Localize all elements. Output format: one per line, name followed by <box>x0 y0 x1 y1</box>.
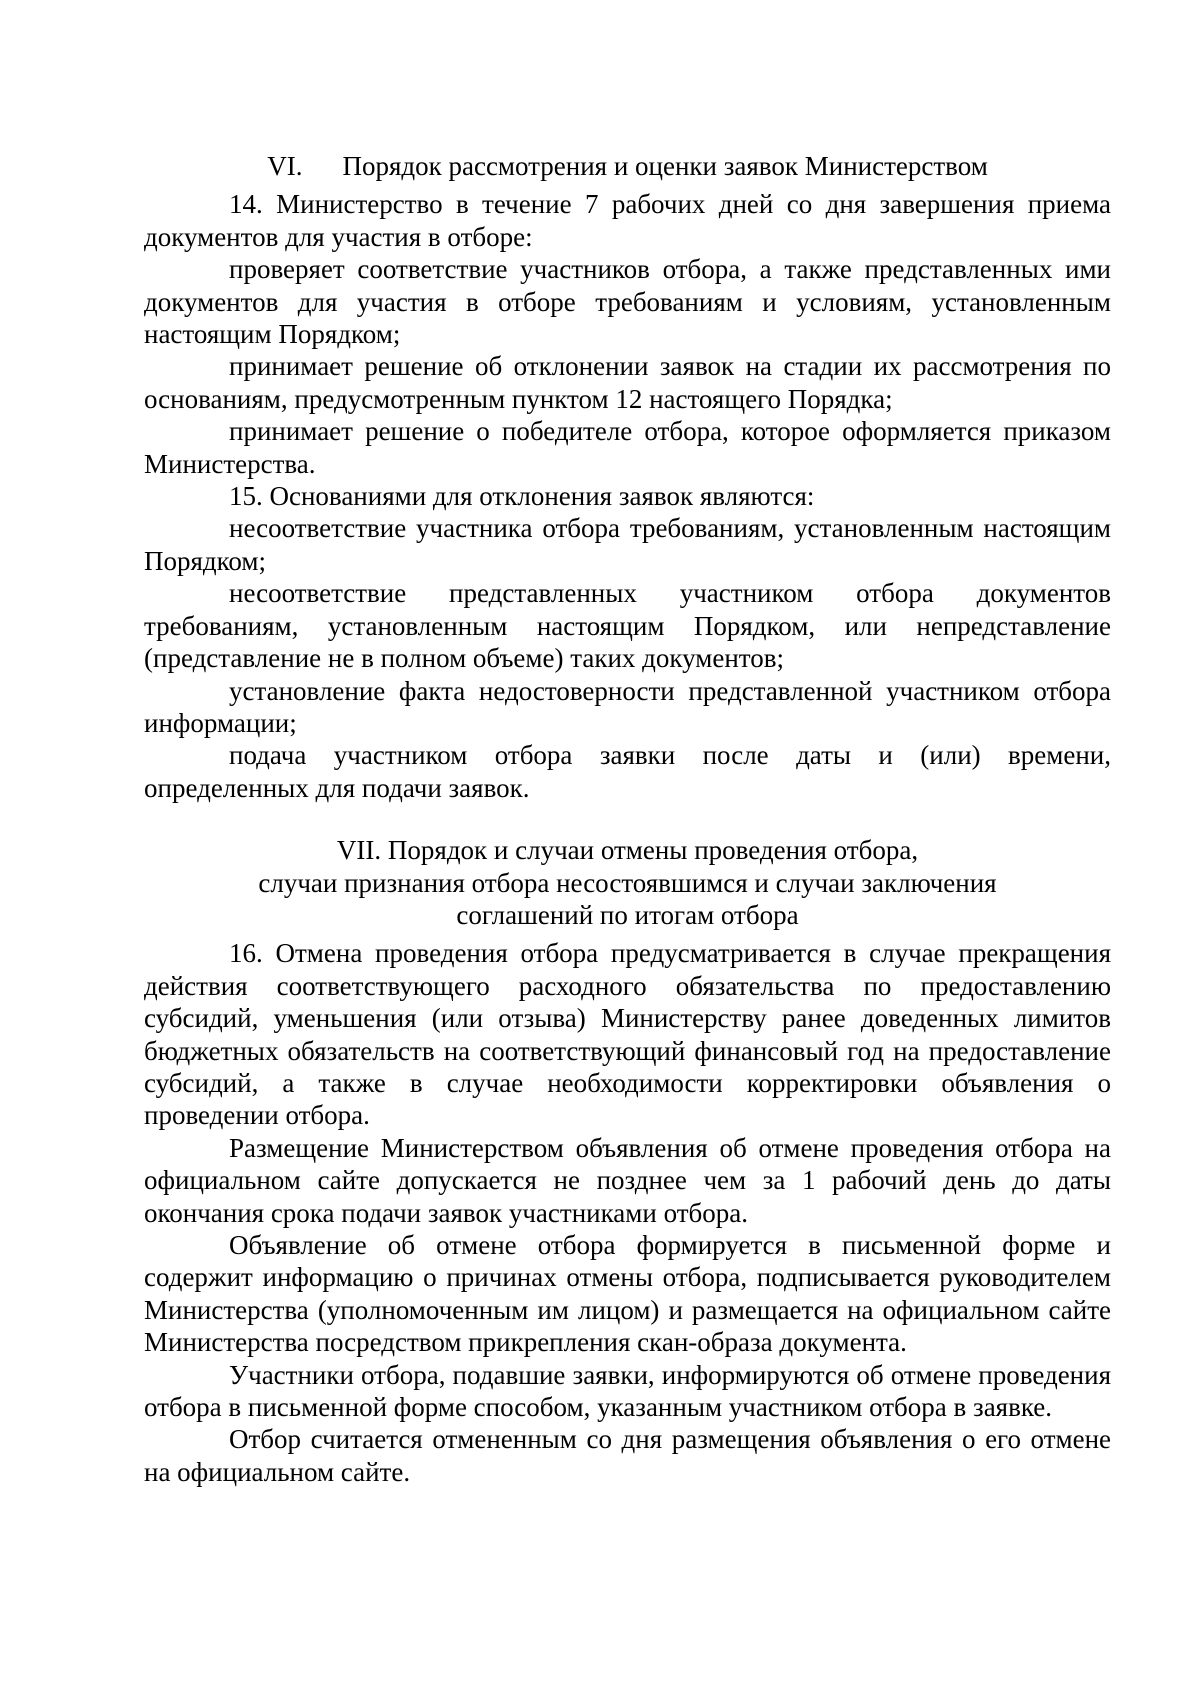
paragraph-16-announcement: Объявление об отмене отбора формируется в письменной форме и содержит информацию о причинах отмены отбора, подписывается руководителем Министерства (уполномоченным им лицом) и размещается на официальном сайте Министерства посредством прикрепления скан-образа документа. <box>144 1230 1111 1358</box>
paragraph-14-item-2: принимает решение об отклонении заявок на стадии их рассмотрения по основаниям, предусмотренным пунктом 12 настоящего Порядка; <box>144 351 1111 414</box>
paragraph-16-participants: Участники отбора, подавшие заявки, информируются об отмене проведения отбора в письменной форме способом, указанным участником отбора в заявке. <box>144 1359 1111 1423</box>
page-content <box>144 150 1111 1488</box>
paragraph-14: 14. Министерство в течение 7 рабочих дней со дня завершения приема документов для участия в отборе: <box>144 189 1111 252</box>
section-6-heading <box>144 150 1111 182</box>
section-7-title-line-2: случаи признания отбора несостоявшимся и случаи заключения <box>258 867 997 898</box>
paragraph-16: 16. Отмена проведения отбора предусматривается в случае прекращения действия соответствующего расходного обязательства по предоставлению субсидий, уменьшения (или отзыва) Министерству ранее доведенных лимитов бюджетных обязательств на соответствующий финансовый год на предоставление субсидий, а также в случае необходимости корректировки объявления о проведении отбора. <box>144 938 1111 1131</box>
paragraph-14-item-3: принимает решение о победителе отбора, которое оформляется приказом Министерства. <box>144 416 1111 479</box>
section-7-title-line-3: соглашений по итогам отбора <box>456 899 799 930</box>
section-7-title-line-1: VII. Порядок и случаи отмены проведения отбора, <box>336 835 919 866</box>
paragraph-15-item-4: подача участником отбора заявки после даты и (или) времени, определенных для подачи заявок. <box>144 740 1111 803</box>
paragraph-15-item-1: несоответствие участника отбора требованиям, установленным настоящим Порядком; <box>144 513 1111 576</box>
paragraph-15-item-3: установление факта недостоверности представленной участником отбора информации; <box>144 675 1111 738</box>
paragraph-16-cancelled: Отбор считается отмененным со дня размещения объявления о его отмене на официальном сайте. <box>144 1424 1111 1487</box>
paragraph-15: 15. Основаниями для отклонения заявок являются: <box>229 481 815 512</box>
paragraph-14-item-1: проверяет соответствие участников отбора, а также представленных ими документов для участия в отборе требованиям и условиям, установленным настоящим Порядком; <box>144 254 1111 350</box>
section-6-title: Порядок рассмотрения и оценки заявок Министерством <box>342 151 988 181</box>
section-6-number: VI. <box>267 151 303 181</box>
section-7-heading <box>144 834 1111 931</box>
paragraph-16-placement: Размещение Министерством объявления об отмене проведения отбора на официальном сайте допускается не позднее чем за 1 рабочий день до даты окончания срока подачи заявок участниками отбора. <box>144 1132 1111 1228</box>
paragraph-15-item-2: несоответствие представленных участником отбора документов требованиям, установленным настоящим Порядком, или непредставление (представление не в полном объеме) таких документов; <box>144 578 1111 674</box>
